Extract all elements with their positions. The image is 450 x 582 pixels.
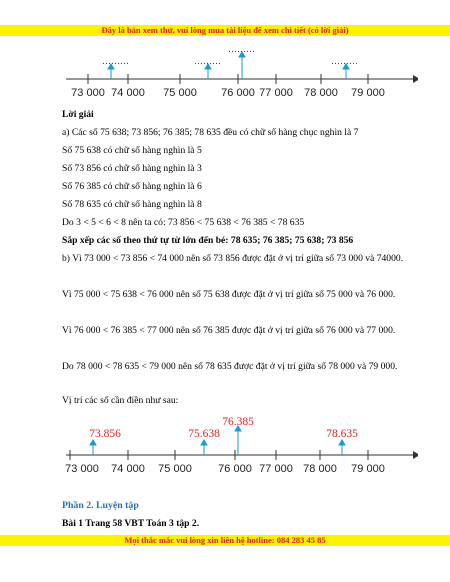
order-statement: Sắp xếp các số theo thứ tự từ lớn đến bé: 78 635; 76 385; 75 638; 73 856 bbox=[62, 235, 354, 246]
blank-1: ……… bbox=[102, 56, 129, 66]
solution-line: Số 76 385 có chữ số hàng nghìn là 6 bbox=[62, 181, 202, 192]
tick-label: 78 000 bbox=[303, 463, 337, 475]
tick-label: 75 000 bbox=[158, 463, 192, 475]
tick-label: 76 000 bbox=[221, 87, 255, 99]
blank-arrows bbox=[108, 52, 349, 79]
answer-label: 76.385 bbox=[222, 416, 254, 428]
tick-label: 74 000 bbox=[111, 87, 145, 99]
explanation-paragraph: Vì 75 000 < 75 638 < 76 000 nên số 75 638 được đặt ở vị trí giữa số 75 000 và 76 000. bbox=[62, 289, 396, 300]
explanation-paragraph: b) Vì 73 000 < 73 856 < 74 000 nên số 73 856 được đặt ở vị trí giữa số 73 000 và 74000. bbox=[62, 253, 404, 264]
answer-label: 78.635 bbox=[326, 428, 358, 440]
blank-2: ……… bbox=[194, 56, 221, 66]
tick-label: 79 000 bbox=[351, 463, 385, 475]
section-title: Phần 2. Luyện tập bbox=[62, 500, 139, 511]
blank-3: ……… bbox=[228, 44, 255, 54]
preview-banner-text: Đây là bản xem thử, vui lòng mua tài liệu để xem chi tiết (có lời giải) bbox=[101, 25, 349, 35]
tick-label: 73 000 bbox=[65, 463, 99, 475]
preview-banner bbox=[0, 25, 450, 36]
blank-4: ……… bbox=[331, 56, 358, 66]
solution-line: Do 3 < 5 < 6 < 8 nên ta có: 73 856 < 75 638 < 76 385 < 78 635 bbox=[62, 217, 305, 228]
tick-label: 75 000 bbox=[163, 87, 197, 99]
tick-label: 73 000 bbox=[71, 87, 105, 99]
solution-line: Số 75 638 có chữ số hàng nghìn là 5 bbox=[62, 145, 202, 156]
tick-label: 74 000 bbox=[111, 463, 145, 475]
tick-label: 78 000 bbox=[304, 87, 338, 99]
tick-label: 79 000 bbox=[351, 87, 385, 99]
number-line-arrowhead bbox=[413, 75, 418, 83]
tick-label: 76 000 bbox=[218, 463, 252, 475]
hotline-banner-text: Mọi thắc mắc vui lòng xin liên hệ hotline: 084 283 45 85 bbox=[124, 535, 326, 545]
number-line-answers bbox=[58, 410, 418, 476]
tick-label: 77 000 bbox=[259, 87, 293, 99]
tick-label: 77 000 bbox=[259, 463, 293, 475]
positions-intro: Vị trí các số cần điền như sau: bbox=[62, 395, 179, 406]
explanation-paragraph: Do 78 000 < 78 635 < 79 000 nên số 78 635 được đặt ở vị trí giữa số 78 000 và 79 000. bbox=[62, 361, 398, 372]
solution-line: a) Các số 75 638; 73 856; 76 385; 78 635 đều có chữ số hàng chục nghìn là 7 bbox=[62, 127, 359, 138]
hotline-banner bbox=[0, 535, 450, 546]
explanation-paragraph: Vì 76 000 < 76 385 < 77 000 nên số 76 385 được đặt ở vị trí giữa số 76 000 và 77 000. bbox=[62, 325, 396, 336]
exercise-title: Bài 1 Trang 58 VBT Toán 3 tập 2. bbox=[62, 518, 200, 529]
answer-label: 73.856 bbox=[89, 428, 121, 440]
solution-line: Số 78 635 có chữ số hàng nghìn là 8 bbox=[62, 199, 202, 210]
answer-label: 75.638 bbox=[188, 428, 220, 440]
number-line-arrowhead bbox=[413, 451, 418, 459]
number-line-blank bbox=[58, 44, 418, 100]
solution-heading: Lời giải bbox=[62, 109, 94, 120]
solution-line: Số 73 856 có chữ số hàng nghìn là 3 bbox=[62, 163, 202, 174]
